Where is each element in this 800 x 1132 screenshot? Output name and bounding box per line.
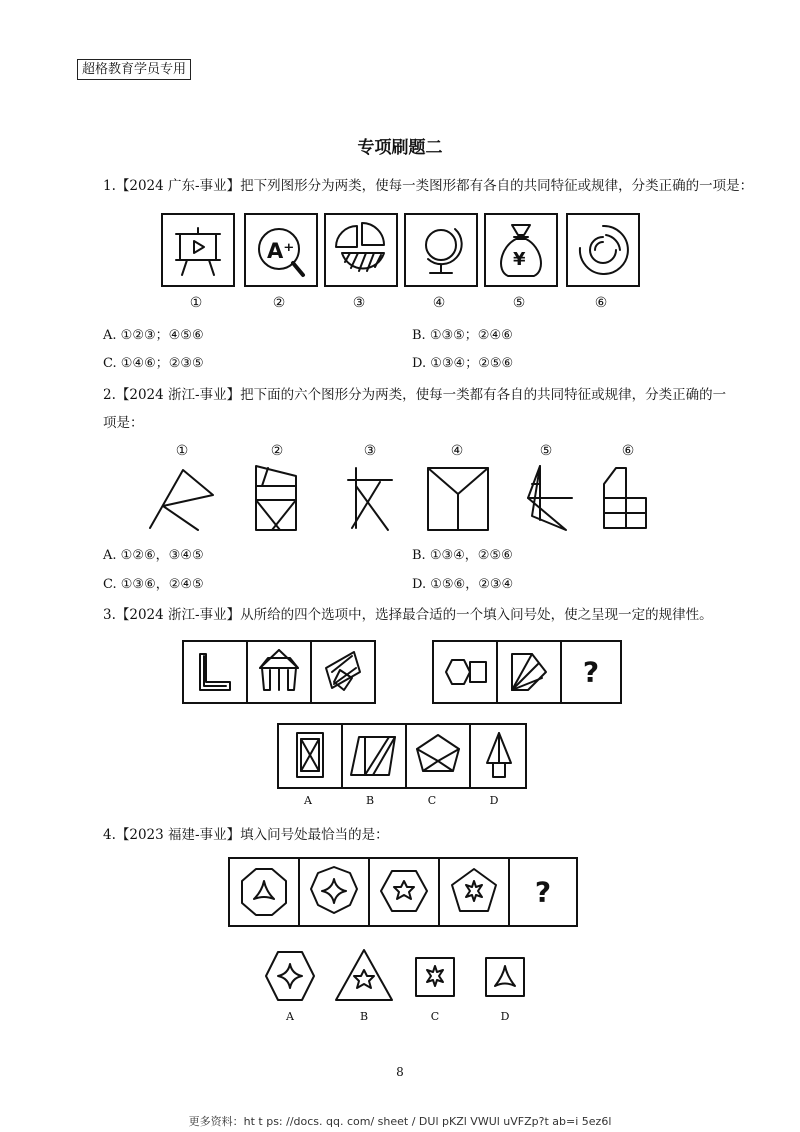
q2-num-3: ③ [363, 443, 377, 459]
q1-option-b[interactable]: B. ①③⑤；②④⑥ [412, 328, 513, 343]
footer-link[interactable]: 更多资料：ht t ps: //docs. qq. com/ sheet / DUl pKZl VWUl uVFZp?t ab=i 5ez6l [188, 1115, 612, 1128]
q4-label-d: D [500, 1010, 510, 1023]
yen-text: ¥ [513, 249, 526, 270]
q3-answer-a[interactable] [279, 725, 343, 787]
q1-num-2: ② [272, 295, 286, 311]
q2-num-6: ⑥ [621, 443, 635, 459]
q2-figure-4 [428, 468, 488, 530]
money-bag-icon [486, 215, 556, 285]
q4-answer-d[interactable] [486, 958, 524, 996]
q2-figure-3 [348, 468, 392, 530]
student-badge: 超格教育学员专用 [77, 59, 191, 80]
q1-num-1: ① [189, 295, 203, 311]
q3-question-mark: ? [582, 655, 600, 689]
q2-figures [0, 458, 800, 538]
q4-sequence [228, 857, 578, 927]
q2-num-1: ① [175, 443, 189, 459]
q1-figure-6 [566, 213, 640, 287]
q1-num-4: ④ [432, 295, 446, 311]
q2-option-d[interactable]: D. ①⑤⑥，②③④ [412, 577, 514, 592]
q3-label-a: A [304, 794, 312, 807]
q3-stem: 3.【2024 浙江-事业】从所给的四个选项中，选择最合适的一个填入问号处，使之呈现一定的规律性。 [103, 607, 713, 623]
q3-cell-2 [248, 642, 312, 702]
q4-cell-1 [230, 859, 300, 925]
q4-question-mark: ? [534, 875, 552, 909]
q4-answer-a[interactable] [266, 952, 314, 1000]
q1-option-c[interactable]: C. ①④⑥；②③⑤ [103, 356, 204, 371]
q3-label-b: B [365, 794, 375, 807]
a-plus-text: A⁺ [267, 239, 295, 263]
q2-figure-2 [256, 466, 296, 530]
q1-figure-1 [161, 213, 235, 287]
q2-figure-1 [150, 470, 213, 530]
pie-chart-icon [326, 215, 396, 285]
q3-answers [277, 723, 527, 789]
q2-stem-line1: 2.【2024 浙江-事业】把下面的六个图形分为两类，使每一类都有各自的共同特征或规律，分类正确的一 [103, 387, 727, 403]
q1-figure-3 [324, 213, 398, 287]
q3-question-cell [562, 642, 620, 702]
q3-sequence-right [432, 640, 622, 704]
q4-label-b: B [359, 1010, 369, 1023]
q1-figure-5 [484, 213, 558, 287]
q2-stem-line2: 项是： [103, 415, 144, 431]
q2-num-4: ④ [450, 443, 464, 459]
q1-option-a[interactable]: A. ①②③；④⑤⑥ [103, 328, 204, 343]
presentation-board-icon [163, 215, 233, 285]
q4-cell-2 [300, 859, 370, 925]
q1-figure-2 [244, 213, 318, 287]
q4-label-a: A [286, 1010, 294, 1023]
q1-num-6: ⑥ [594, 295, 608, 311]
page-number: 8 [396, 1065, 404, 1079]
q4-answers[interactable] [250, 946, 550, 1008]
q3-label-d: D [489, 794, 499, 807]
q4-cell-3 [370, 859, 440, 925]
q2-option-b[interactable]: B. ①③④，②⑤⑥ [412, 548, 513, 563]
q2-figure-6 [604, 468, 646, 528]
q1-figure-4 [404, 213, 478, 287]
q2-option-c[interactable]: C. ①③⑥，②④⑤ [103, 577, 204, 592]
q3-sequence-left [182, 640, 376, 704]
q3-cell-4 [434, 642, 498, 702]
q1-num-3: ③ [352, 295, 366, 311]
q4-question-cell [510, 859, 576, 925]
q3-cell-5 [498, 642, 562, 702]
q3-answer-c[interactable] [407, 725, 471, 787]
q4-cell-4 [440, 859, 510, 925]
q4-stem: 4.【2023 福建-事业】填入问号处最恰当的是： [103, 827, 389, 843]
q1-option-d[interactable]: D. ①③④；②⑤⑥ [412, 356, 514, 371]
q4-label-c: C [430, 1010, 440, 1023]
spiral-icon [568, 215, 638, 285]
a-plus-magnifier-icon [246, 215, 316, 285]
globe-icon [406, 215, 476, 285]
q3-label-c: C [427, 794, 437, 807]
q1-num-5: ⑤ [512, 295, 526, 311]
page-title: 专项刷题二 [357, 138, 443, 158]
q2-figure-5 [528, 466, 572, 530]
q3-cell-1 [184, 642, 248, 702]
q1-stem: 1.【2024 广东-事业】把下列图形分为两类，使每一类图形都有各自的共同特征或规律，分类正确的一项是： [103, 178, 754, 194]
q2-num-5: ⑤ [539, 443, 553, 459]
q3-answer-b[interactable] [343, 725, 407, 787]
q2-num-2: ② [270, 443, 284, 459]
q3-answer-d[interactable] [471, 725, 527, 787]
q4-answer-b[interactable] [336, 950, 392, 1000]
q2-option-a[interactable]: A. ①②⑥，③④⑤ [103, 548, 204, 563]
q3-cell-3 [312, 642, 374, 702]
q4-answer-c[interactable] [416, 958, 454, 996]
